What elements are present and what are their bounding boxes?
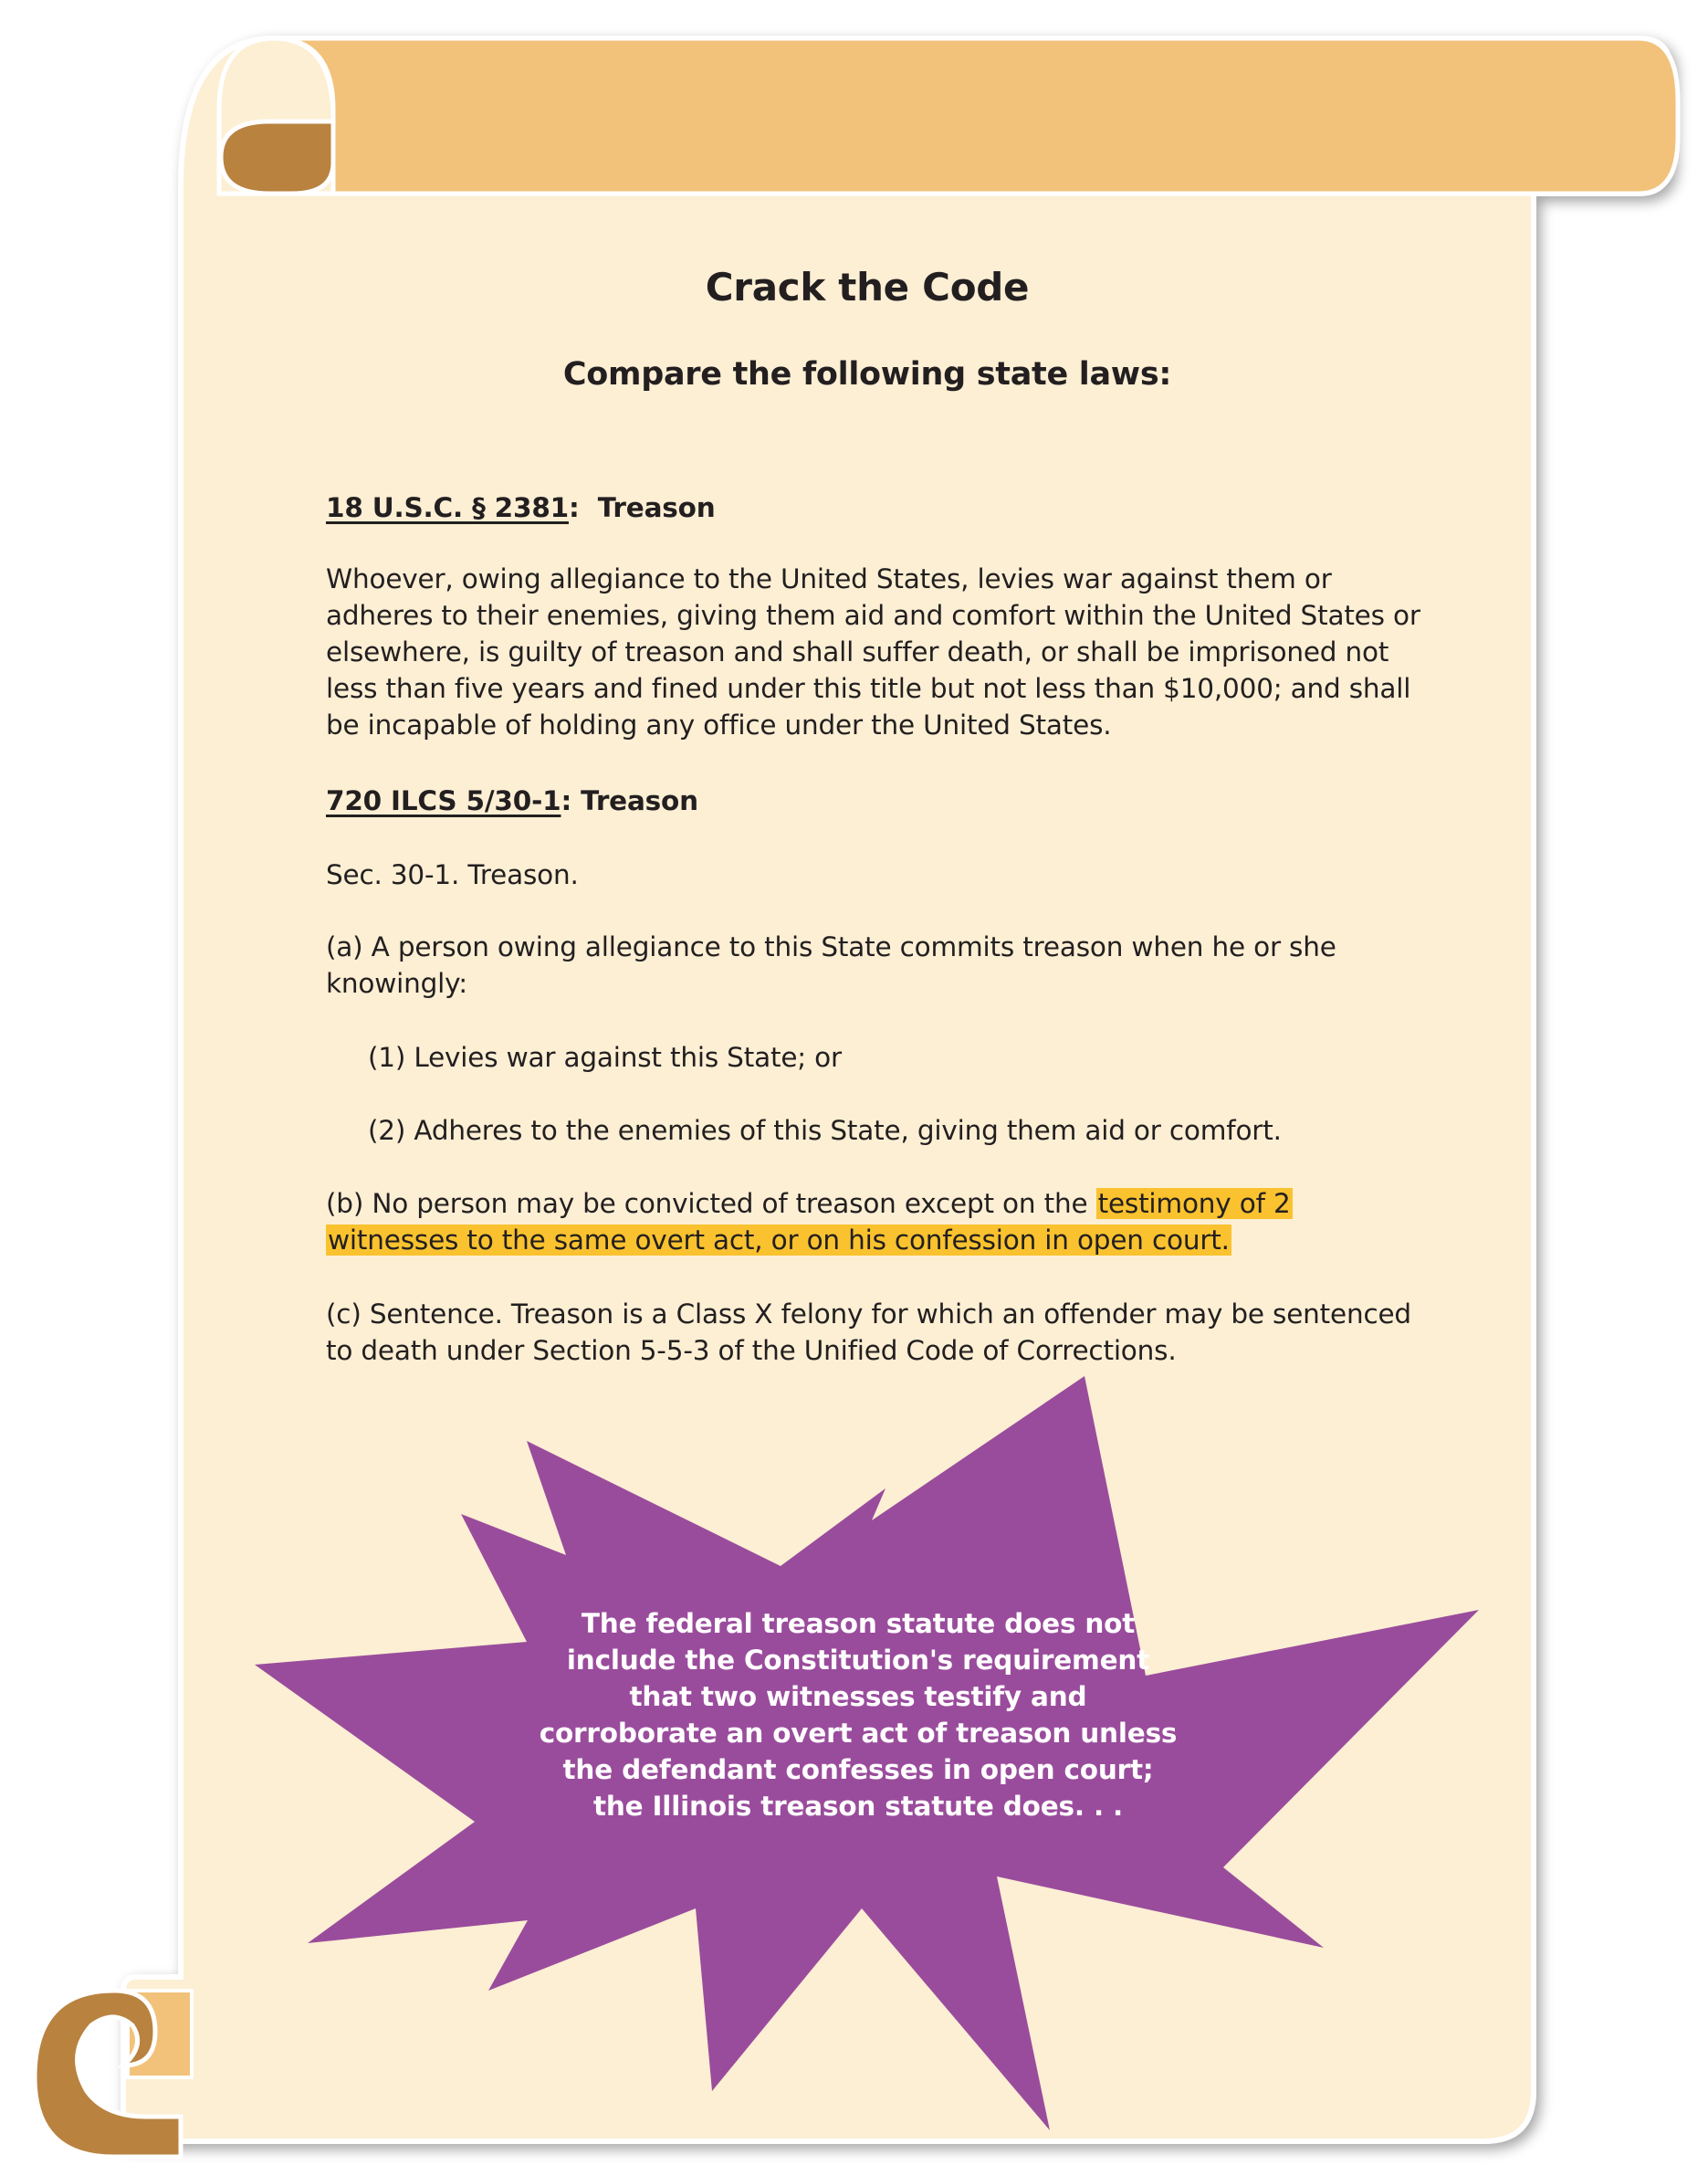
illinois-para-c: (c) Sentence. Treason is a Class X felony for which an offender may be sentenced to death under Section 5-5-3 of the Unified Code of Corrections. — [326, 1298, 1411, 1366]
illinois-para-b — [326, 1185, 1417, 1258]
federal-citation-link[interactable]: 18 U.S.C. § 2381 — [326, 492, 569, 523]
callout-text: The federal treason statute does not include the Constitution's requirement that two witnesses testify and corroborate an overt act of treason unless the defendant confesses in open court; the Illinois treason statute does. . . — [539, 1608, 1178, 1822]
illinois-para-b-text: (b) No person may be convicted of treason except on the — [326, 1188, 1096, 1219]
page-title: Crack the Code — [705, 265, 1030, 310]
scroll-top-band — [274, 38, 1678, 194]
federal-statute-text: Whoever, owing allegiance to the United States, levies war against them or adheres to their enemies, giving them aid and comfort within the United States or elsewhere, is guilty of treason and shall suffer death, or shall be imprisoned not less than five years and fined under this title but not less than $10,000; and shall be incapable of holding any office under the United States. — [326, 563, 1420, 741]
illinois-heading — [326, 783, 1421, 819]
illinois-item-1: (1) Levies war against this State; or — [368, 1042, 842, 1073]
illinois-para-b-highlight: testimony of 2 witnesses to the same overt act, or on his confession in open court. — [328, 1188, 1291, 1256]
scroll-top-curl-inner — [221, 121, 333, 194]
illinois-section-title: Sec. 30-1. Treason. — [326, 859, 579, 890]
illinois-para-a: (a) A person owing allegiance to this State commits treason when he or she knowingly: — [326, 931, 1336, 999]
illinois-citation-link[interactable]: 720 ILCS 5/30-1 — [326, 785, 561, 816]
illinois-item-2: (2) Adheres to the enemies of this State, giving them aid or comfort. — [368, 1115, 1282, 1146]
page-subtitle: Compare the following state laws: — [562, 356, 1172, 393]
illinois-heading-suffix: : Treason — [561, 785, 698, 816]
federal-heading-suffix: : Treason — [569, 492, 716, 523]
federal-heading — [326, 489, 1421, 526]
